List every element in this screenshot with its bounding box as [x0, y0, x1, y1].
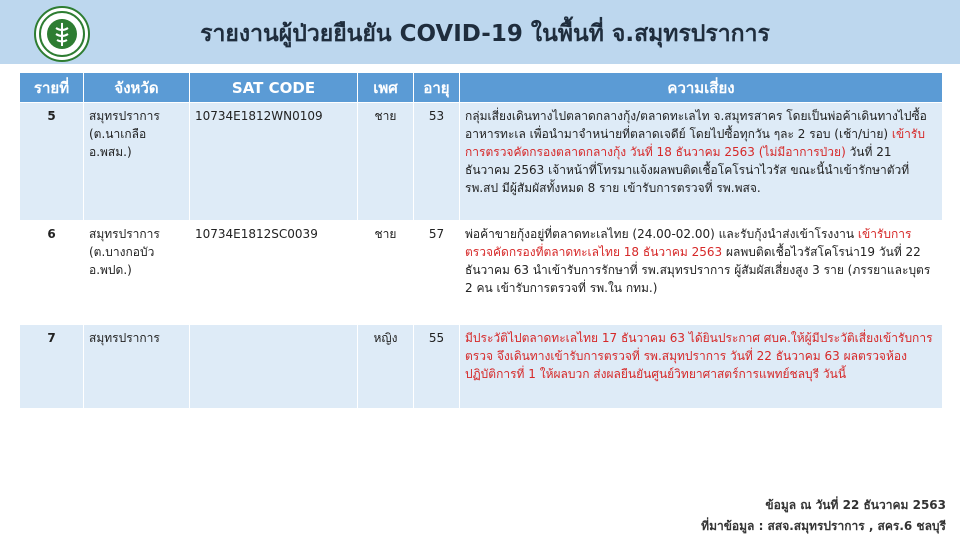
age: 57	[414, 221, 460, 325]
risk-text-highlight: เข้ารับการตรวจคัดกรองตลาดกลางกุ้ง วันที่ 18 ธันวาคม 2563 (ไม่มีอาการป่วย)	[465, 127, 925, 159]
risk-text: ผลพบติดเชื้อไวรัสโคโรน่า19 วันที่ 22 ธันวาคม 63 นำเข้ารับการรักษาที่ รพ.สมุทรปราการ ผู้สัมผัสเสี่ยงสูง 3 ราย (ภรรยาและบุตร 2 คน เข้ารับการตรวจที่ รพ.ใน กทม.)	[465, 245, 931, 295]
age: 53	[414, 103, 460, 221]
province-name: สมุทรปราการ	[89, 227, 160, 241]
col-header-sex: เพศ	[358, 73, 414, 103]
case-number: 7	[20, 325, 84, 409]
page-title: รายงานผู้ป่วยยืนยัน COVID-19 ในพื้นที่ จ.สมุทรปราการ	[200, 21, 770, 47]
col-header-age: อายุ	[414, 73, 460, 103]
table-header-row	[20, 73, 943, 103]
province-name: สมุทรปราการ	[89, 109, 160, 123]
risk-text: วันที่ 21 ธันวาคม 2563 เจ้าหน้าที่โทรมาแจ้งผลพบติดเชื้อโคโรน่าไวรัส ขณะนี้นำเข้ารักษาตัวที่ รพ.สป มีผู้สัมผัสทั้งหมด 8 ราย เข้ารับการตรวจที่ รพ.พสจ.	[465, 145, 910, 195]
age: 55	[414, 325, 460, 409]
data-source-note: ที่มาข้อมูล : สสจ.สมุทรปราการ , สคร.6 ชลบุรี	[701, 519, 946, 533]
sex: หญิง	[358, 325, 414, 409]
sat-code: 10734E1812WN0109	[190, 103, 358, 221]
risk-description	[460, 103, 943, 221]
risk-text: พ่อค้าขายกุ้งอยู่ที่ตลาดทะเลไทย (24.00-02.00) และรับกุ้งนำส่งเข้าโรงงาน	[465, 227, 858, 241]
col-header-province: จังหวัด	[84, 73, 190, 103]
table-row	[20, 103, 943, 221]
district-name: (ต.บางกอบัว	[89, 245, 155, 259]
subdistrict-name: อ.พปด.)	[89, 263, 132, 277]
case-report-table	[19, 72, 943, 409]
col-header-case-no: รายที่	[20, 73, 84, 103]
province-cell	[84, 325, 190, 409]
data-date-note: ข้อมูล ณ วันที่ 22 ธันวาคม 2563	[765, 498, 946, 512]
risk-description	[460, 221, 943, 325]
risk-description	[460, 325, 943, 409]
district-name: (ต.นาเกลือ	[89, 127, 147, 141]
sat-code: 10734E1812SC0039	[190, 221, 358, 325]
col-header-risk: ความเสี่ยง	[460, 73, 943, 103]
province-cell	[84, 221, 190, 325]
risk-text: กลุ่มเสี่ยงเดินทางไปตลาดกลางกุ้ง/ตลาดทะเลไท จ.สมุทรสาคร โดยเป็นพ่อค้าเดินทางไปซื้ออาหารทะเล เพื่อนำมาจำหน่ายที่ตลาดเจดีย์ โดยไปซื้อทุกวัน ๆละ 2 รอบ (เช้า/บ่าย)	[465, 109, 927, 141]
risk-text-highlight: เข้ารับการตรวจคัดกรองที่ตลาดทะเลไทย 18 ธันวาคม 2563	[465, 227, 912, 259]
province-name: สมุทรปราการ	[89, 331, 160, 345]
sex: ชาย	[358, 221, 414, 325]
col-header-sat-code: SAT CODE	[190, 73, 358, 103]
subdistrict-name: อ.พสม.)	[89, 145, 132, 159]
report-header	[0, 0, 960, 64]
table-row	[20, 221, 943, 325]
case-number: 5	[20, 103, 84, 221]
table-row	[20, 325, 943, 409]
sex: ชาย	[358, 103, 414, 221]
case-number: 6	[20, 221, 84, 325]
risk-text-highlight: มีประวัติไปตลาดทะเลไทย 17 ธันวาคม 63 ได้ยินประกาศ ศบค.ให้ผู้มีประวัติเสี่ยงเข้ารับการตรวจ จึงเดินทางเข้ารับการตรวจที่ รพ.สมุทปราการ วันที่ 22 ธันวาคม 63 ผลตรวจห้องปฏิบัติการที่ 1 ให้ผลบวก ส่งผลยืนยันศูนย์วิทยาศาสตร์การแพทย์ชลบุรี วันนี้	[465, 331, 933, 381]
province-cell	[84, 103, 190, 221]
sat-code	[190, 325, 358, 409]
